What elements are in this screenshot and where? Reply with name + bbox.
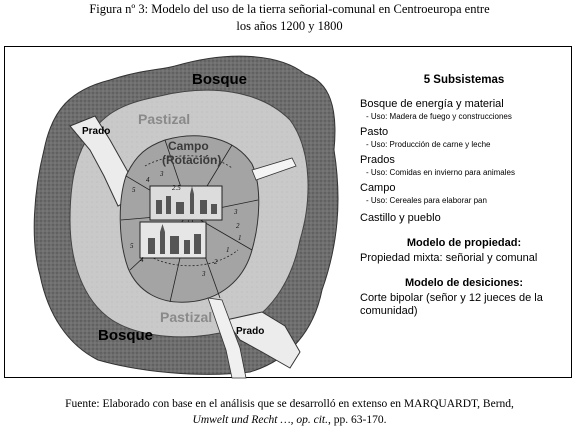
field-number: 5 (130, 242, 134, 250)
legend-castle: Castillo y pueblo (360, 212, 441, 224)
legend-item-use: - Uso: Producción de carne y leche (366, 140, 491, 149)
decision-text: Corte bipolar (señor y 12 jueces de la comunidad) (360, 292, 543, 317)
legend-heading: 5 Subsistemas (423, 74, 505, 86)
label-prado-left: Prado (82, 126, 111, 137)
source-pages: , pp. 63-170. (327, 414, 387, 426)
label-pastizal-top: Pastizal (138, 111, 191, 127)
property-text: Propiedad mixta: señorial y comunal (360, 252, 538, 264)
field-number: 3 (160, 170, 164, 178)
field-number: 2.5 (172, 184, 181, 192)
field-number: 2 (214, 258, 218, 266)
legend-item-name: Prados (360, 154, 395, 166)
legend-item-name: Pasto (360, 126, 389, 138)
label-pastizal-bottom: Pastizal (160, 309, 213, 325)
legend-item-bosque (360, 98, 568, 122)
source-line1: Fuente: Elaborado con base en el análisis que se desarrolló en extenso en MARQUARDT, Bernd, (65, 398, 514, 410)
legend-item-campo (360, 182, 568, 206)
field-number: 3 (234, 208, 238, 216)
label-prado-right: Prado (236, 326, 265, 337)
figure-title-line2: los años 1200 y 1800 (236, 19, 343, 33)
legend-item-prados (360, 154, 568, 178)
figure-title-line1: Figura nº 3: Modelo del uso de la tierra señorial-comunal en Centroeuropa entre (89, 2, 490, 16)
field-number: 1 (226, 246, 230, 254)
field-number: 1 (238, 234, 242, 242)
legend-item-pasto (360, 126, 568, 150)
legend-item-use: - Uso: Madera de fuego y construcciones (366, 112, 512, 121)
field-number: 2 (236, 222, 240, 230)
legend-item-use: - Uso: Comidas en invierno para animales (366, 168, 515, 177)
source-reference: Umwelt und Recht …, op. cit. (192, 414, 328, 426)
property-heading: Modelo de propiedad: (406, 237, 522, 249)
legend-item-name: Bosque de energía y material (360, 98, 504, 110)
legend-panel (360, 74, 568, 318)
legend-item-use: - Uso: Cereales para elaborar pan (366, 196, 487, 205)
source-line2 (0, 412, 579, 428)
label-campo: Campo (168, 139, 209, 153)
field-number: 4 (146, 176, 150, 184)
legend-item-name: Campo (360, 182, 396, 194)
field-number: 4 (140, 256, 144, 264)
source-caption (0, 396, 579, 428)
label-bosque-top: Bosque (192, 71, 248, 88)
label-bosque-bottom: Bosque (98, 327, 154, 344)
decision-heading: Modelo de desiciones: (405, 277, 523, 289)
label-rotacion: (Rotación) (162, 153, 222, 167)
field-number: 3 (202, 270, 206, 278)
field-number: 5 (132, 186, 136, 194)
